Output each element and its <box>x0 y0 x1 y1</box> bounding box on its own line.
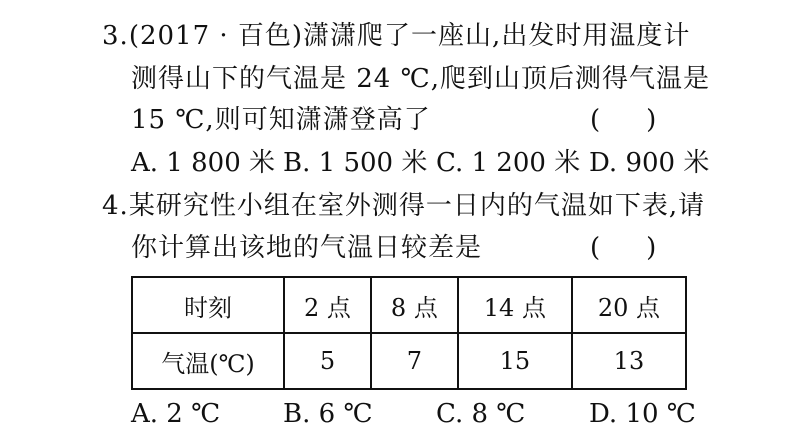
q4-answer-blank <box>590 231 656 265</box>
table-cell: 2 点 <box>284 277 371 333</box>
table-cell: 7 <box>371 333 458 389</box>
q4-option-c[interactable]: C. 8 ℃ <box>436 399 526 429</box>
table-cell: 14 点 <box>458 277 572 333</box>
q4-number: 4. <box>102 191 129 221</box>
q3-line-1 <box>102 19 690 53</box>
table-cell: 时刻 <box>132 277 284 333</box>
table-row-values <box>132 333 686 389</box>
table-cell: 13 <box>572 333 686 389</box>
table-cell: 15 <box>458 333 572 389</box>
q3-paren-close: ) <box>646 105 657 135</box>
q4-line-2: 你计算出该地的气温日较差是 <box>131 233 483 263</box>
q3-text-1: (2017 · 百色)潇潇爬了一座山,出发时用温度计 <box>128 21 691 51</box>
q4-option-d[interactable]: D. 10 ℃ <box>589 399 696 429</box>
q4-paren-close: ) <box>646 233 657 263</box>
q3-option-b[interactable]: B. 1 500 米 <box>283 148 428 178</box>
q4-option-a[interactable]: A. 2 ℃ <box>131 399 221 429</box>
q3-answer-blank <box>590 103 656 137</box>
q4-line-1 <box>102 189 705 223</box>
q3-option-d[interactable]: D. 900 米 <box>589 148 710 178</box>
table-cell: 20 点 <box>572 277 686 333</box>
q4-text-1: 某研究性小组在室外测得一日内的气温如下表,请 <box>128 191 706 221</box>
q3-line-3: 15 ℃,则可知潇潇登高了 <box>131 105 431 135</box>
q4-option-b[interactable]: B. 6 ℃ <box>283 399 373 429</box>
temperature-table <box>131 276 687 390</box>
table-row-header <box>132 277 686 333</box>
q3-option-a[interactable]: A. 1 800 米 <box>131 148 276 178</box>
table-cell: 8 点 <box>371 277 458 333</box>
q3-option-c[interactable]: C. 1 200 米 <box>436 148 581 178</box>
q3-line-2: 测得山下的气温是 24 ℃,爬到山顶后测得气温是 <box>131 64 710 94</box>
table-cell: 5 <box>284 333 371 389</box>
table-cell: 气温(℃) <box>132 333 284 389</box>
q3-number: 3. <box>102 21 129 51</box>
q4-paren-open: ( <box>590 233 601 263</box>
q3-paren-open: ( <box>590 105 601 135</box>
